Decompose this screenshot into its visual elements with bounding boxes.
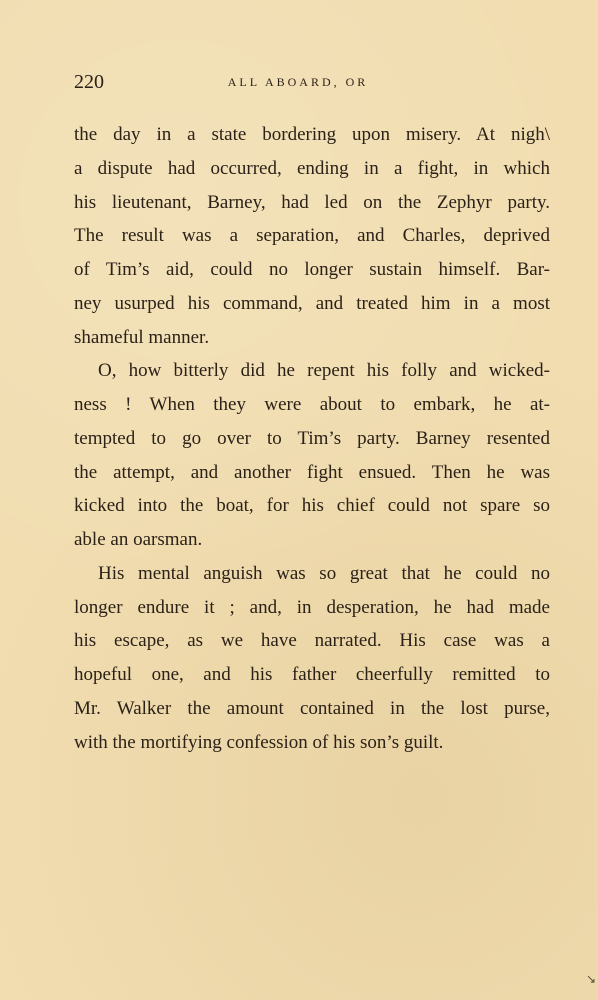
text-line: The result was a separation, and Charles, deprived <box>74 225 550 247</box>
text-line: tempted to go over to Tim’s party. Barney resented <box>74 427 550 449</box>
text-line: able an oarsman. <box>74 529 203 550</box>
text-line: O, how bitterly did he repent his folly and wicked- <box>98 360 550 382</box>
paragraph-1 <box>74 118 550 354</box>
text-line: kicked into the boat, for his chief could not spare so <box>74 495 550 517</box>
text-line: Mr. Walker the amount contained in the lost purse, <box>74 697 550 719</box>
text-line: his lieutenant, Barney, had led on the Zephyr party. <box>74 191 550 213</box>
body-text <box>74 118 550 759</box>
text-line: longer endure it ; and, in desperation, he had made <box>74 596 550 618</box>
paragraph-2 <box>74 354 550 557</box>
text-line: of Tim’s aid, could no longer sustain himself. Bar- <box>74 259 550 280</box>
page-number: 220 <box>74 71 104 93</box>
text-line: with the mortifying confession of his son’s guilt. <box>74 731 444 753</box>
text-line: a dispute had occurred, ending in a fight, in which <box>74 157 550 179</box>
text-line: hopeful one, and his father cheerfully remitted to <box>74 664 550 685</box>
corner-mark-icon: ↘ <box>586 972 597 986</box>
text-line: his escape, as we have narrated. His case was a <box>74 630 550 652</box>
page-header <box>74 70 522 94</box>
text-line: His mental anguish was so great that he could no <box>98 562 550 584</box>
text-line: the day in a state bordering upon misery. At nigh\ <box>74 124 550 145</box>
text-line: ness ! When they were about to embark, he at- <box>74 394 550 415</box>
running-head: ALL ABOARD, OR <box>227 75 369 89</box>
text-line: ney usurped his command, and treated him in a most <box>74 292 550 314</box>
paragraph-3 <box>74 557 550 760</box>
text-line: shameful manner. <box>74 326 210 348</box>
text-line: the attempt, and another fight ensued. Then he was <box>74 461 550 483</box>
